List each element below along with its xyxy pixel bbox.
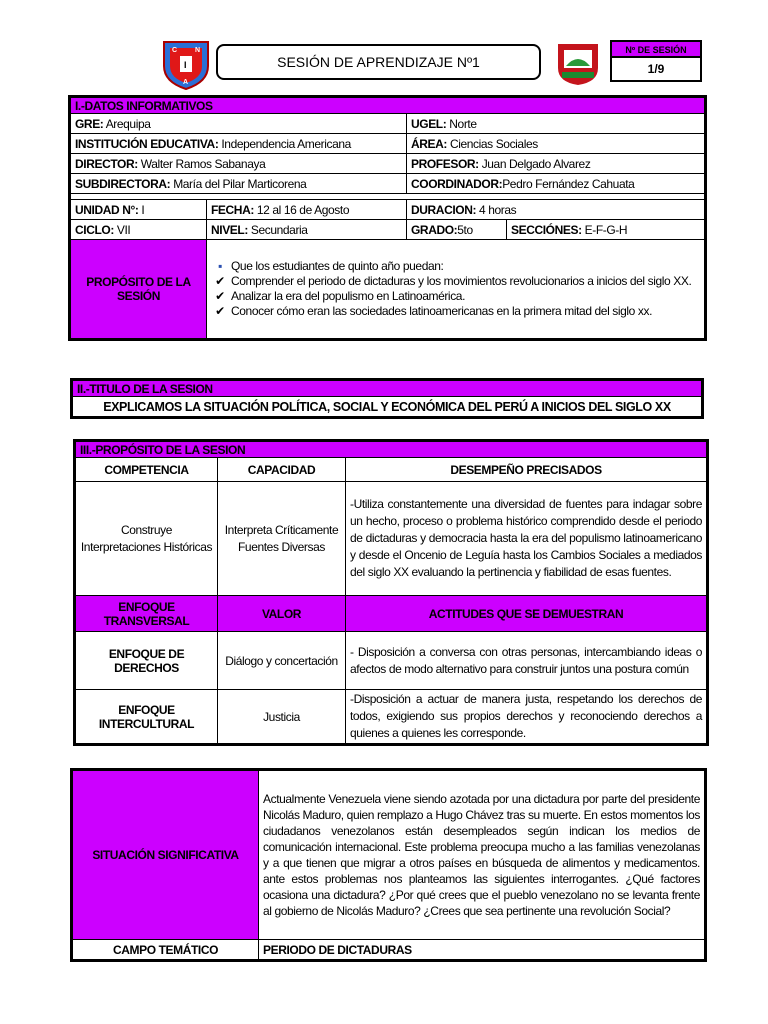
secciones-value: E-F-G-H — [584, 222, 628, 237]
enfoque-valor: Diálogo y concertación — [218, 632, 346, 690]
session-number-box — [610, 40, 702, 82]
gre-cell: GRE: Arequipa — [70, 114, 407, 134]
area-value: Ciencias Sociales — [449, 136, 538, 151]
bullet-icon: ▪ — [218, 259, 222, 273]
nivel-cell: NIVEL: Secundaria — [207, 220, 407, 240]
table-row — [75, 632, 708, 690]
unidad-value: I — [141, 202, 145, 217]
desempeno-header: DESEMPEÑO PRECISADOS — [346, 458, 708, 482]
proposito-list — [209, 259, 702, 319]
enfoque-header: ENFOQUE TRANSVERSAL — [75, 596, 218, 632]
titulo-heading: II.-TITULO DE LA SESION — [72, 380, 703, 397]
institucion-value: Independencia Americana — [221, 136, 351, 151]
session-title-text: SESIÓN DE APRENDIZAJE Nº1 — [277, 54, 480, 70]
campo-tematico-label: CAMPO TEMÁTICO — [72, 940, 259, 961]
ministry-emblem-logo — [556, 40, 600, 86]
nivel-value: Secundaria — [250, 222, 308, 237]
check-icon: ✔ — [215, 304, 225, 318]
duracion-cell: DURACION: 4 horas — [407, 200, 706, 220]
session-number-label: Nº DE SESIÓN — [612, 42, 700, 58]
situacion-text: Actualmente Venezuela viene siendo azotada por una dictadura por parte del presidente Nicolás Maduro, quien remplazo a Hugo Chávez tras su muerte. En estos momentos los ciudadanos venezolanos están desempleados según indican los medios de comunicación internacional. Este problema preocupa mucho a las familias venezolanas y a que tienen que migrar a otros países en búsqueda de alimentos y medicamentos. ante estos problemas nos planteamos las siguientes interrogantes. ¿Qué factores ocasiona una dictadura? ¿Por qué crees que el pueblo venezolano no se levanta frente al gobierno de Nicolás Maduro? ¿Crees que sea pertinente una revolución Social? — [259, 770, 706, 940]
fecha-cell: FECHA: 12 al 16 de Agosto — [207, 200, 407, 220]
proposito-table — [73, 439, 709, 746]
list-item: ✔ Analizar la era del populismo en Latinoamérica. — [209, 289, 702, 304]
situacion-table — [70, 768, 707, 962]
school-crest-logo — [160, 40, 212, 90]
profesor-value: Juan Delgado Alvarez — [481, 156, 591, 171]
fecha-value: 12 al 16 de Agosto — [256, 202, 350, 217]
duracion-value: 4 horas — [479, 202, 517, 217]
session-title — [216, 44, 541, 80]
competencia-value: Construye Interpretaciones Históricas — [75, 482, 218, 596]
ugel-value: Norte — [449, 116, 477, 131]
director-value: Walter Ramos Sabanaya — [140, 156, 266, 171]
titulo-table — [70, 378, 704, 419]
session-number-value: 1/9 — [647, 62, 665, 76]
enfoque-actitud: -Disposición a actuar de manera justa, respetando los derechos de todos, exigiendo sus propios derechos y reconociendo derechos a quienes a quienes les corresponde. — [346, 690, 708, 745]
crest-letter-n: N — [195, 47, 201, 54]
grado-cell: GRADO:5to — [407, 220, 507, 240]
gre-value: Arequipa — [105, 116, 151, 131]
ciclo-cell: CICLO: VII — [70, 220, 207, 240]
profesor-cell: PROFESOR: Juan Delgado Alvarez — [407, 154, 706, 174]
coordinador-cell: COORDINADOR:Pedro Fernández Cahuata — [407, 174, 706, 194]
director-cell: DIRECTOR: Walter Ramos Sabanaya — [70, 154, 407, 174]
unidad-cell: UNIDAD N°: I — [70, 200, 207, 220]
capacidad-header: CAPACIDAD — [218, 458, 346, 482]
proposito-label: PROPÓSITO DE LA SESIÓN — [70, 240, 207, 340]
subdirectora-cell: SUBDIRECTORA: María del Pilar Marticorena — [70, 174, 407, 194]
check-icon: ✔ — [215, 289, 225, 303]
list-item: ▪ Que los estudiantes de quinto año puedan: — [209, 259, 702, 274]
crest-letter-i: I — [184, 60, 187, 70]
valor-header: VALOR — [218, 596, 346, 632]
ciclo-value: VII — [116, 222, 131, 237]
enfoque-name: ENFOQUE DE DERECHOS — [75, 632, 218, 690]
datos-heading: I.-DATOS INFORMATIVOS — [70, 97, 706, 114]
campo-tematico-value: PERIODO DE DICTADURAS — [259, 940, 706, 961]
enfoque-valor: Justicia — [218, 690, 346, 745]
enfoque-actitud: - Disposición a conversa con otras personas, intercambiando ideas o afectos de modo alternativo para construir juntos una postura común — [346, 632, 708, 690]
coordinador-value: Pedro Fernández Cahuata — [502, 176, 635, 191]
ugel-cell: UGEL: Norte — [407, 114, 706, 134]
list-item: ✔ Conocer cómo eran las sociedades latinoamericanas en la primera mitad del siglo xx. — [209, 304, 702, 319]
crest-letter-c: C — [172, 47, 178, 54]
competencia-header: COMPETENCIA — [75, 458, 218, 482]
actitudes-header: ACTITUDES QUE SE DEMUESTRAN — [346, 596, 708, 632]
list-item: ✔ Comprender el periodo de dictaduras y los movimientos revolucionarios a inicios del siglo XX. — [209, 274, 702, 289]
table-row — [75, 690, 708, 745]
check-icon: ✔ — [215, 274, 225, 288]
crest-letter-a: A — [183, 79, 189, 86]
grado-value: 5to — [457, 222, 473, 237]
enfoque-name: ENFOQUE INTERCULTURAL — [75, 690, 218, 745]
area-cell: ÁREA: Ciencias Sociales — [407, 134, 706, 154]
datos-informativos-table — [68, 95, 707, 341]
institucion-cell: INSTITUCIÓN EDUCATIVA: Independencia Americana — [70, 134, 407, 154]
capacidad-value: Interpreta Críticamente Fuentes Diversas — [218, 482, 346, 596]
proposito-heading: III.-PROPÓSITO DE LA SESION — [75, 441, 708, 458]
desempeno-value: -Utiliza constantemente una diversidad de fuentes para indagar sobre un hecho, proceso o problema histórico comprendido desde el periodo de dictaduras y democracia hasta la era del populismo latinoamericano y desde el Oncenio de Leguía hasta los Cambios Sociales a mediados del siglo XX evaluando la pertinencia y fiabilidad de esas fuentes. — [346, 482, 708, 596]
subdirectora-value: María del Pilar Marticorena — [173, 176, 307, 191]
situacion-label: SITUACIÓN SIGNIFICATIVA — [72, 770, 259, 940]
titulo-text: EXPLICAMOS LA SITUACIÓN POLÍTICA, SOCIAL Y ECONÓMICA DEL PERÚ A INICIOS DEL SIGLO XX — [72, 397, 703, 418]
secciones-cell: SECCIÓNES: E-F-G-H — [507, 220, 706, 240]
